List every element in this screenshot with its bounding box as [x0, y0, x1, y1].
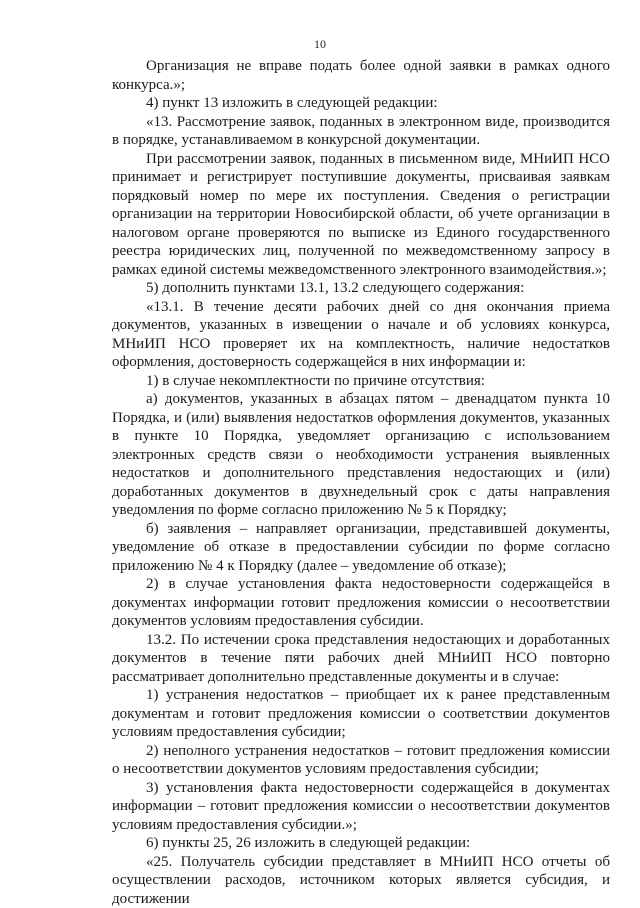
paragraph: 6) пункты 25, 26 изложить в следующей редакции:	[112, 834, 610, 853]
paragraph: 2) неполного устранения недостатков – готовит предложения комиссии о несоответствии документов условиям предоставления субсидии;	[112, 742, 610, 779]
paragraph: 1) в случае некомплектности по причине отсутствия:	[112, 372, 610, 391]
document-body	[112, 57, 610, 908]
paragraph: «13.1. В течение десяти рабочих дней со дня окончания приема документов, указанных в извещении о начале и об условиях конкурса, МНиИП НСО проверяет их на комплектность, наличие недостатков оформления, достоверность содержащейся в них информации и:	[112, 298, 610, 372]
paragraph: 13.2. По истечении срока представления недостающих и доработанных документов в течение пяти рабочих дней МНиИП НСО повторно рассматривает дополнительно представленные документы и в случае:	[112, 631, 610, 687]
paragraph: «25. Получатель субсидии представляет в МНиИП НСО отчеты об осуществлении расходов, источником которых является субсидия, и достижении	[112, 853, 610, 908]
paragraph: 3) установления факта недостоверности содержащейся в документах информации – готовит предложения комиссии о несоответствии документов условиям предоставления субсидии.»;	[112, 779, 610, 835]
paragraph: 1) устранения недостатков – приобщает их к ранее представленным документам и готовит предложения комиссии о соответствии документов условиям предоставления субсидии;	[112, 686, 610, 742]
paragraph: а) документов, указанных в абзацах пятом – двенадцатом пункта 10 Порядка, и (или) выявления недостатков оформления документов, указанных в пункте 10 Порядка, уведомляет организацию с использованием электронных средств связи о необходимости устранения выявленных недостатков и дополнительного представления недостающих и (или) доработанных документов в двухнедельный срок с даты направления уведомления по форме согласно приложению № 5 к Порядку;	[112, 390, 610, 520]
paragraph: б) заявления – направляет организации, представившей документы, уведомление об отказе в предоставлении субсидии по форме согласно приложению № 4 к Порядку (далее – уведомление об отказе);	[112, 520, 610, 576]
paragraph: 4) пункт 13 изложить в следующей редакции:	[112, 94, 610, 113]
paragraph: 5) дополнить пунктами 13.1, 13.2 следующего содержания:	[112, 279, 610, 298]
paragraph: «13. Рассмотрение заявок, поданных в электронном виде, производится в порядке, устанавливаемом в конкурсной документации.	[112, 113, 610, 150]
paragraph: 2) в случае установления факта недостоверности содержащейся в документах информации готовит предложения комиссии о несоответствии документов условиям предоставления субсидии.	[112, 575, 610, 631]
paragraph: При рассмотрении заявок, поданных в письменном виде, МНиИП НСО принимает и регистрирует поступившие документы, присваивая заявкам порядковый номер по мере их поступления. Сведения о регистрации организации на территории Новосибирской области, об учете организации в налоговом органе проверяются по выписке из Единого государственного реестра юридических лиц, полученной по межведомственному запросу в рамках единой системы межведомственного электронного взаимодействия.»;	[112, 150, 610, 280]
page-number: 10	[0, 37, 640, 52]
paragraph: Организация не вправе подать более одной заявки в рамках одного конкурса.»;	[112, 57, 610, 94]
